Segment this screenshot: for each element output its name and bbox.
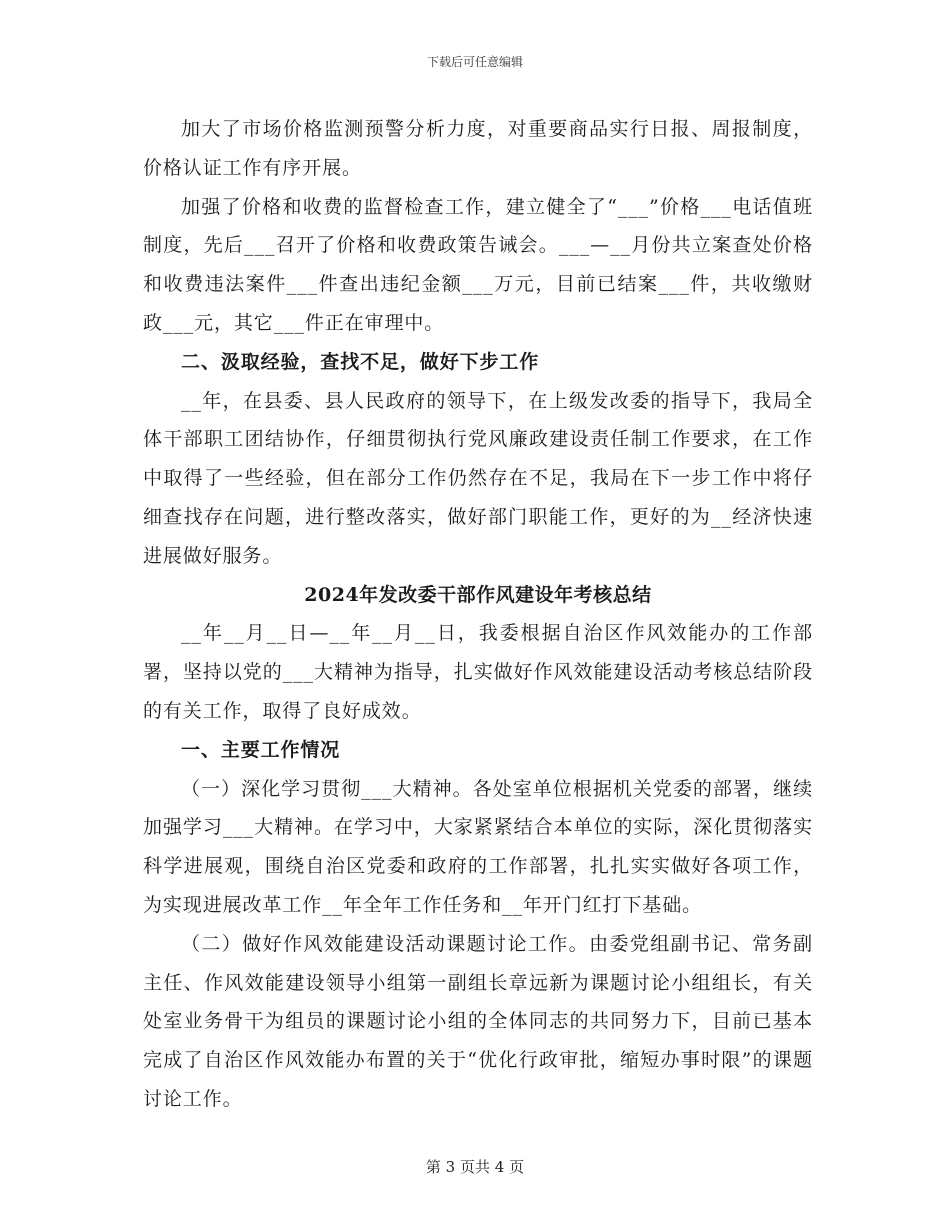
page-header: 下载后可任意编辑 [426,55,523,69]
paragraph-price-monitoring: 加大了市场价格监测预警分析力度，对重要商品实行日报、周报制度，价格认证工作有序开展。 [143,118,813,179]
section-heading-2: 二、汲取经验，查找不足，做好下步工作 [181,350,540,373]
document-body [143,110,813,1119]
document-title: 2024年发改委干部作风建设年考核总结 [304,583,652,606]
paragraph-price-inspection: 加强了价格和收费的监督检查工作，建立健全了“___”价格___电话值班制度，先后___召开了价格和收费政策告诫会。___—__月份共立案查处价格和收费违法案件___件查出违纪金额___万元，目前已结案___件，共收缴财政___元，其它___件正在审理中。 [143,195,813,334]
section-heading-1: 一、主要工作情况 [181,738,341,761]
paragraph-study: （一）深化学习贯彻___大精神。各处室单位根据机关党委的部署，继续加强学习___大精神。在学习中，大家紧紧结合本单位的实际，深化贯彻落实科学进展观，围绕自治区党委和政府的工作部署，扎扎实实做好各项工作，为实现进展改革工作__年全年工作任务和__年开门红打下基础。 [143,777,813,916]
paragraph-experience: __年，在县委、县人民政府的领导下，在上级发改委的指导下，我局全体干部职工团结协作，仔细贯彻执行党风廉政建设责任制工作要求，在工作中取得了一些经验，但在部分工作仍然存在不足，我局在下一步工作中将仔细查找存在问题，进行整改落实，做好部门职能工作，更好的为__经济快速进展做好服务。 [143,389,813,567]
paragraph-research: （二）做好作风效能建设活动课题讨论工作。由委党组副书记、常务副主任、作风效能建设领导小组第一副组长章远新为课题讨论小组组长，有关处室业务骨干为组员的课题讨论小组的全体同志的共同努力下，目前已基本完成了自治区作风效能办布置的关于“优化行政审批，缩短办事时限”的课题讨论工作。 [143,932,813,1110]
page-footer: 第 3 页共 4 页 [425,1158,525,1176]
paragraph-intro: __年__月__日—__年__月__日，我委根据自治区作风效能办的工作部署，坚持以党的___大精神为指导，扎实做好作风效能建设活动考核总结阶段的有关工作，取得了良好成效。 [143,622,813,722]
